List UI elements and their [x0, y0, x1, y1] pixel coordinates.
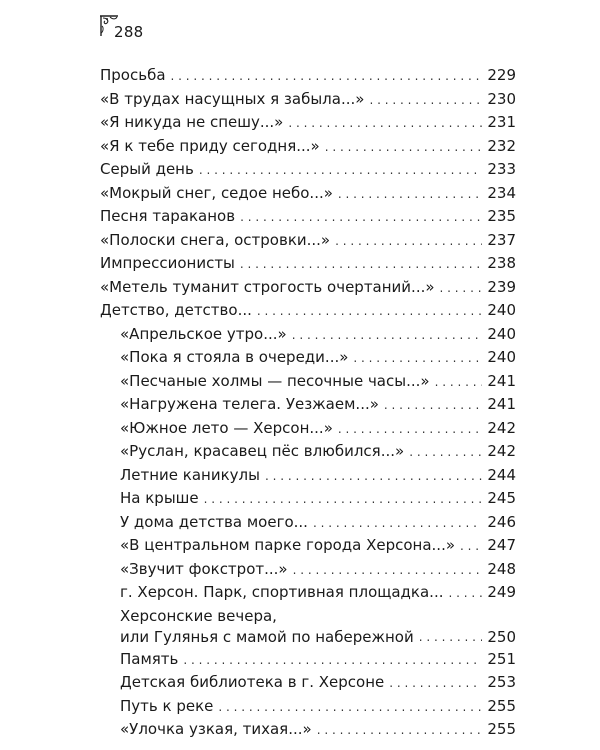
- toc-entry-title: Импрессионисты: [100, 254, 235, 272]
- toc-entry: [100, 158, 516, 182]
- dot-leader: [353, 347, 482, 371]
- dot-leader: [288, 112, 482, 136]
- toc-entry-page-number: 247: [487, 536, 516, 554]
- toc-entry-title: «Руслан, красавец пёс влюбился...»: [120, 442, 405, 460]
- toc-entry-page-number: 239: [487, 277, 516, 296]
- toc-entry-page-number: 229: [487, 66, 516, 84]
- dot-leader: [460, 535, 482, 559]
- toc-entry: [100, 346, 516, 370]
- toc-entry-title: Песня тараканов: [100, 207, 236, 225]
- dot-leader: [435, 371, 483, 395]
- toc-entry: [100, 276, 516, 300]
- toc-entry-title: «Я никуда не спешу...»: [100, 113, 284, 131]
- dot-leader: [440, 277, 483, 301]
- dot-leader: [338, 418, 482, 442]
- dot-leader: [369, 89, 482, 113]
- dot-leader: [204, 488, 483, 512]
- toc-entry: [100, 605, 516, 648]
- dot-leader: [218, 696, 482, 720]
- toc-entry-page-number: 242: [487, 442, 516, 460]
- toc-entry-page-number: 237: [487, 230, 516, 249]
- toc-entry-title: «Улочка узкая, тихая...»: [120, 720, 312, 738]
- toc-entry-page-number: 231: [487, 113, 516, 131]
- toc-entry: [100, 440, 516, 464]
- toc-entry-page-number: 232: [487, 136, 516, 155]
- toc-entry-title: «Я к тебе приду сегодня...»: [100, 136, 320, 155]
- toc-entry: [100, 648, 516, 672]
- toc-entry: [100, 299, 516, 323]
- toc-entry-page-number: 253: [487, 673, 516, 691]
- page-number: 288: [114, 23, 144, 41]
- toc-entry-page-number: 233: [487, 160, 516, 178]
- toc-entry-title: «Нагружена телега. Уезжаем...»: [120, 395, 379, 413]
- toc-entry-page-number: 241: [487, 395, 516, 413]
- toc-entry-title: Детство, детство...: [100, 301, 252, 319]
- toc-entry-title: «Мокрый снег, седое небо...»: [100, 183, 333, 202]
- toc-entry-page-number: 230: [487, 89, 516, 108]
- toc-entry-page-number: 241: [487, 371, 516, 390]
- toc-entry: [100, 558, 516, 582]
- toc-entry: [100, 370, 516, 394]
- dot-leader: [292, 324, 483, 348]
- dot-leader: [384, 394, 482, 418]
- toc-entry-title: Херсонские вечера, или Гулянья с мамой по набережной: [120, 606, 414, 646]
- dot-leader: [257, 300, 482, 324]
- toc-entry-title: Детская библиотека в г. Херсоне: [120, 673, 385, 691]
- toc-entry-title: Путь к реке: [120, 696, 214, 715]
- toc-entry-title: «В трудах насущных я забыла...»: [100, 89, 365, 108]
- toc-entry-page-number: 245: [487, 489, 516, 507]
- toc-entry-title: г. Херсон. Парк, спортивная площадка...: [120, 583, 444, 601]
- toc-entry: [100, 534, 516, 558]
- toc-entry: [100, 229, 516, 253]
- dot-leader: [199, 159, 483, 183]
- toc-entry: [100, 323, 516, 347]
- toc-entry-title: «Апрельское утро...»: [120, 324, 287, 343]
- toc-entry-page-number: 248: [487, 559, 516, 578]
- toc-entry-title: У дома детства моего...: [120, 512, 308, 531]
- toc-entry: [100, 671, 516, 695]
- toc-entry: [100, 182, 516, 206]
- dot-leader: [240, 206, 482, 230]
- toc-entry-page-number: 240: [487, 301, 516, 319]
- toc-entry: [100, 464, 516, 488]
- toc-entry-title: «В центральном парке города Херсона...»: [120, 536, 456, 554]
- toc-entry: [100, 695, 516, 719]
- toc-entry: [100, 581, 516, 605]
- dot-leader: [449, 582, 483, 606]
- toc-entry-title: На крыше: [120, 489, 199, 507]
- toc-entry: [100, 487, 516, 511]
- dot-leader: [325, 136, 483, 160]
- toc-entry: [100, 393, 516, 417]
- toc-entry: [100, 111, 516, 135]
- toc-entry: [100, 718, 516, 742]
- dot-leader: [313, 512, 482, 536]
- toc-entry-title: Память: [120, 649, 179, 668]
- toc-entry: [100, 511, 516, 535]
- dot-leader: [183, 649, 482, 673]
- toc-entry-page-number: 255: [487, 696, 516, 715]
- toc-entry-page-number: 240: [487, 324, 516, 343]
- table-of-contents: [100, 64, 516, 742]
- toc-entry-page-number: 235: [487, 207, 516, 225]
- toc-entry-title: Просьба: [100, 66, 166, 84]
- toc-entry-page-number: 249: [487, 583, 516, 601]
- dot-leader: [389, 672, 482, 696]
- dot-leader: [171, 65, 483, 89]
- toc-entry-page-number: 238: [487, 254, 516, 272]
- toc-entry-page-number: 251: [487, 649, 516, 668]
- toc-entry-title: «Песчаные холмы — песочные часы...»: [120, 371, 430, 390]
- dot-leader: [335, 230, 482, 254]
- dot-leader: [317, 719, 483, 743]
- dot-leader: [293, 559, 483, 583]
- dot-leader: [265, 465, 482, 489]
- toc-entry: [100, 135, 516, 159]
- toc-entry-title: Летние каникулы: [120, 465, 260, 484]
- toc-entry-page-number: 246: [487, 512, 516, 531]
- toc-entry-title: Серый день: [100, 160, 194, 178]
- dot-leader: [338, 183, 482, 207]
- toc-entry: [100, 252, 516, 276]
- toc-entry-title: «Южное лето — Херсон...»: [120, 418, 333, 437]
- toc-entry: [100, 64, 516, 88]
- toc-entry: [100, 88, 516, 112]
- toc-entry-title: «Метель туманит строгость очертаний...»: [100, 277, 435, 296]
- toc-entry-page-number: 240: [487, 348, 516, 366]
- toc-entry-page-number: 244: [487, 465, 516, 484]
- toc-entry-page-number: 242: [487, 418, 516, 437]
- dot-leader: [240, 253, 482, 277]
- toc-entry-page-number: 250: [487, 627, 516, 646]
- toc-entry: [100, 417, 516, 441]
- dot-leader: [409, 441, 482, 465]
- toc-entry-title: «Звучит фокстрот...»: [120, 559, 288, 578]
- toc-entry: [100, 205, 516, 229]
- toc-entry-title: «Полоски снега, островки...»: [100, 230, 331, 249]
- toc-entry-page-number: 255: [487, 720, 516, 738]
- toc-entry-title: «Пока я стояла в очереди...»: [120, 348, 349, 366]
- toc-entry-page-number: 234: [487, 183, 516, 202]
- dot-leader: [419, 627, 483, 648]
